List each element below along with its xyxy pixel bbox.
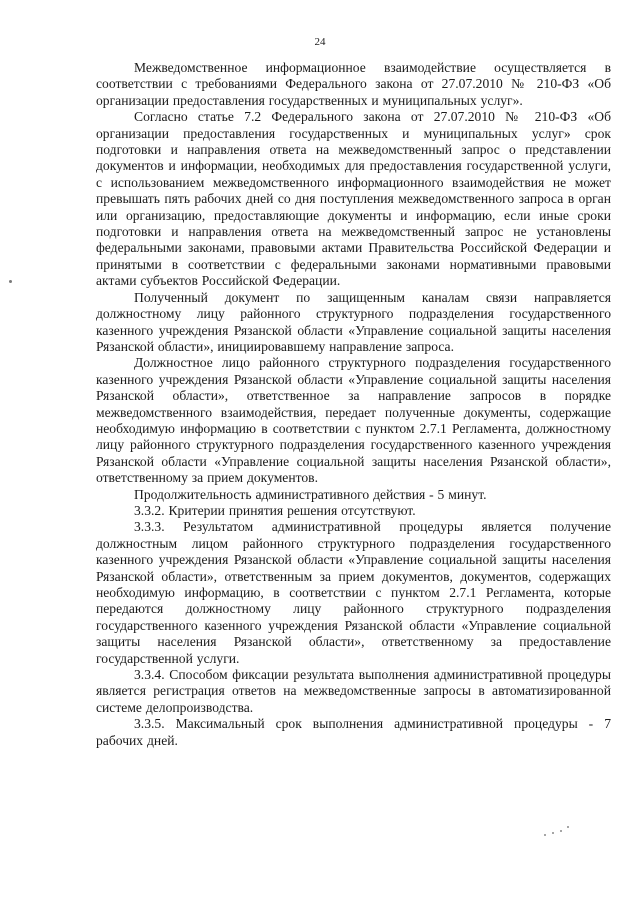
paragraph-3-3-3: 3.3.3. Результатом административной процедуры является получение должностным лицом районного структурного подразделения государственного казенного учреждения Рязанской области «Управление социальной защиты населения Рязанской области», ответственным за прием документов, документов, содержащих необходимую информацию, в соответствии с пунктом 2.7.1 Регламента, которые передаются должностному лицу районного структурного подразделения государственного казенного учреждения Рязанской области «Управление социальной защиты населения Рязанской области», ответственному за предоставление государственной услуги.	[96, 519, 611, 666]
paragraph-3-3-2: 3.3.2. Критерии принятия решения отсутствуют.	[134, 502, 416, 518]
scan-speck	[544, 834, 546, 836]
scan-speck	[567, 826, 569, 828]
paragraph-3-3-5: 3.3.5. Максимальный срок выполнения административной процедуры - 7 рабочих дней.	[96, 716, 611, 748]
paragraph-article-7-2: Согласно статье 7.2 Федерального закона от 27.07.2010 № 210-ФЗ «Об организации предоставления государственных и муниципальных услуг» срок подготовки и направления ответа на межведомственный запрос о представлении документов и информации, необходимых для предоставления государственной услуги, с использованием межведомственного информационного взаимодействия не может превышать пять рабочих дней со дня поступления межведомственного запроса в орган или организацию, предоставляющие документы и информацию, если иные сроки подготовки и направления ответа на межведомственный запрос не установлены федеральными законами, правовыми актами Правительства Российской Федерации и принятыми в соответствии с федеральными законами нормативными правовыми актами субъектов Российской Федерации.	[96, 109, 611, 289]
paragraph-3-3-4: 3.3.4. Способом фиксации результата выполнения административной процедуры является регистрация ответов на межведомственные запросы в автоматизированной системе делопроизводства.	[96, 667, 611, 715]
scan-specks	[540, 822, 580, 842]
paragraph-responsible-official: Должностное лицо районного структурного подразделения государственного казенного учреждения Рязанской области «Управление социальной защиты населения Рязанской области», ответственное за направление запросов в порядке межведомственного взаимодействия, передает полученные документы, содержащие необходимую информацию в соответствии с пунктом 2.7.1 Регламента, должностному лицу районного структурного подразделения государственного казенного учреждения Рязанской области «Управление социальной защиты населения Рязанской области», ответственному за прием документов.	[96, 355, 611, 486]
scan-speck	[560, 830, 562, 832]
paragraph-interagency-interaction: Межведомственное информационное взаимодействие осуществляется в соответствии с требованиями Федерального закона от 27.07.2010 № 210-ФЗ «Об организации предоставления государственных и муниципальных услуг».	[96, 60, 611, 108]
scan-margin-mark	[9, 280, 12, 283]
paragraph-action-duration: Продолжительность административного действия - 5 минут.	[134, 486, 487, 502]
page-number: 24	[314, 36, 326, 48]
scan-speck	[552, 832, 554, 834]
paragraph-received-document: Полученный документ по защищенным каналам связи направляется должностному лицу районного структурного подразделения государственного казенного учреждения Рязанской области «Управление социальной защиты населения Рязанской области», инициировавшему направление запроса.	[96, 289, 611, 354]
document-body	[96, 60, 611, 749]
